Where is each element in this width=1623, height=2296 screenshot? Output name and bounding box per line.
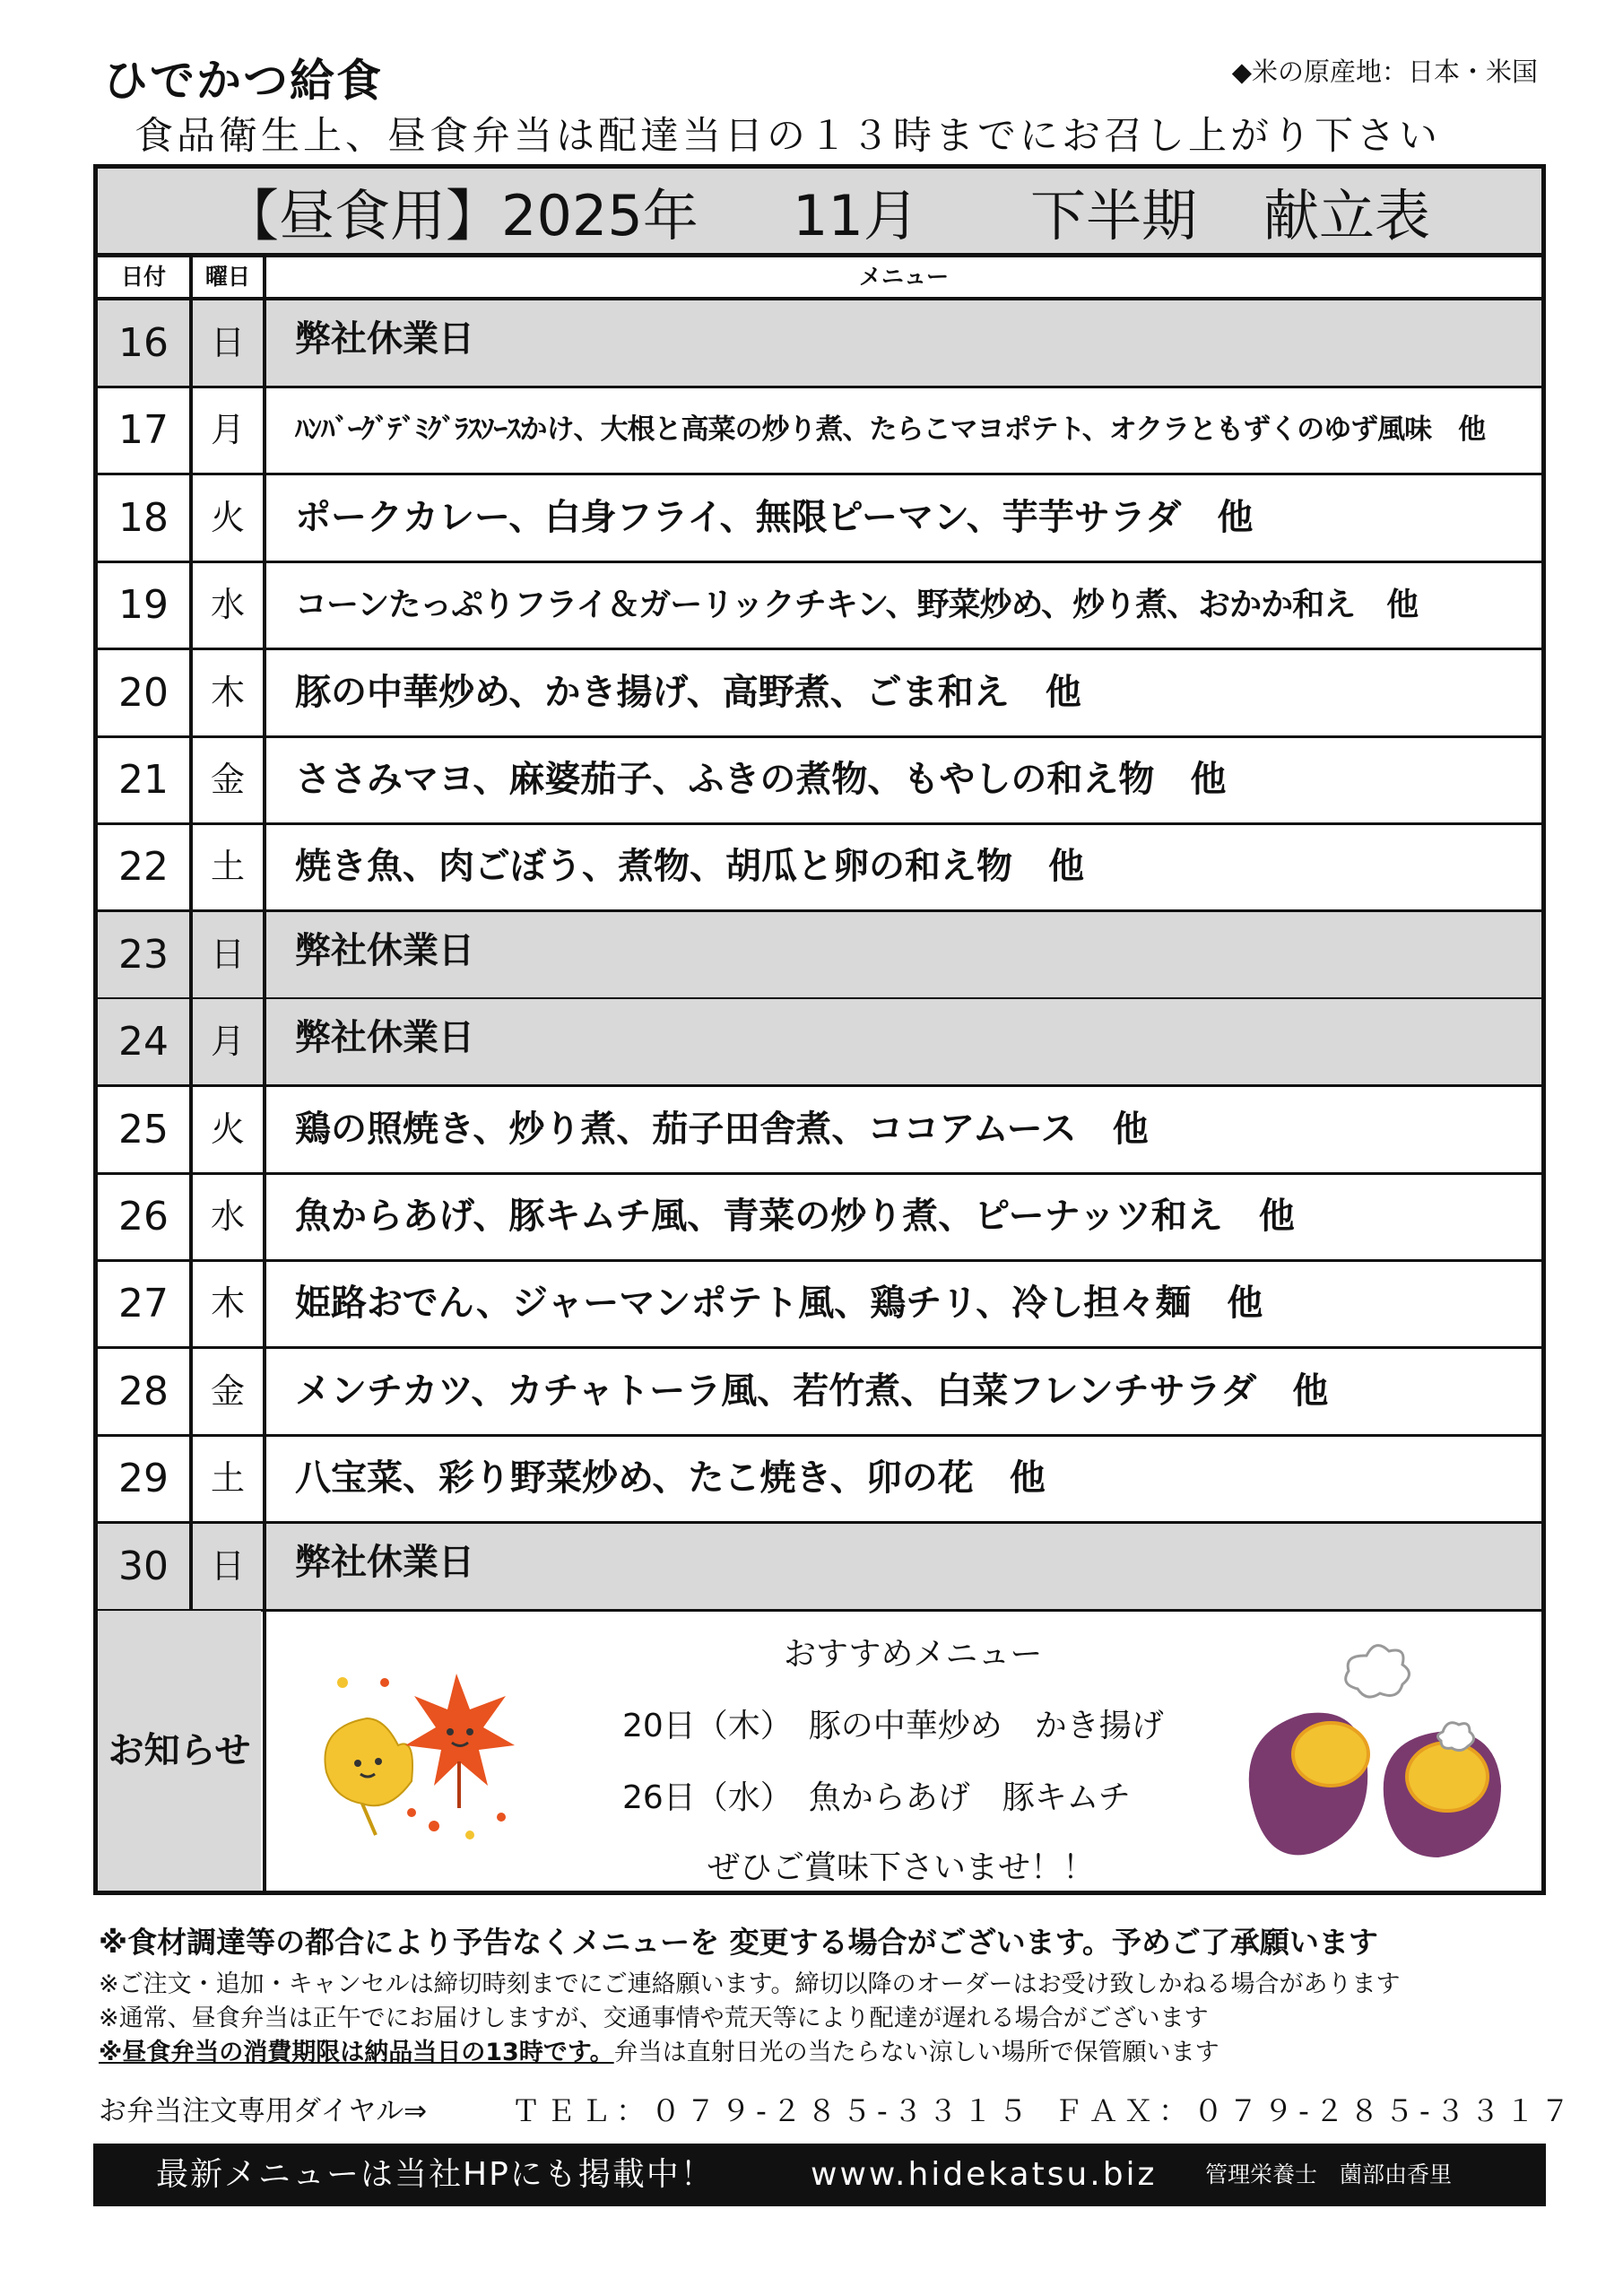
row-weekday: 木 bbox=[210, 1283, 245, 1324]
row-weekday: 水 bbox=[210, 1196, 245, 1236]
remark-order: ※ご注文・追加・キャンセルは締切時刻までにご連絡願います。締切以降のオーダーはお受け致しかねる場合があります bbox=[99, 1970, 1401, 1998]
remark-expiry-rest: 弁当は直射日光の当たらない涼しい場所で保管願います bbox=[613, 2039, 1219, 2066]
row-weekday: 日 bbox=[210, 934, 245, 974]
menu-row bbox=[98, 1087, 1541, 1175]
row-weekday: 水 bbox=[210, 585, 245, 625]
row-date: 25 bbox=[118, 1106, 169, 1152]
row-date: 23 bbox=[118, 931, 169, 978]
row-date: 26 bbox=[118, 1194, 169, 1239]
row-weekday: 月 bbox=[210, 410, 245, 450]
menu-row bbox=[98, 1524, 1541, 1612]
row-date: 19 bbox=[118, 582, 169, 629]
row-weekday: 日 bbox=[210, 323, 245, 362]
sweet-potato-icon bbox=[1232, 1633, 1510, 1875]
title-period: 下半期 bbox=[1030, 182, 1198, 248]
info-section bbox=[98, 1611, 1541, 1891]
menu-row bbox=[98, 824, 1541, 912]
row-menu: 豚の中華炒め、かき揚げ、高野煮、ごま和え 他 bbox=[295, 671, 1081, 713]
rice-origin: ◆米の原産地：日本・米国 bbox=[1231, 57, 1538, 87]
col-weekday: 曜日 bbox=[204, 264, 250, 290]
row-date: 20 bbox=[118, 669, 169, 716]
row-date: 18 bbox=[118, 494, 169, 541]
menu-row bbox=[98, 912, 1541, 1000]
menu-row bbox=[98, 300, 1541, 388]
row-menu: コーンたっぷりフライ＆ガーリックチキン、野菜炒め、炒り煮、おかか和え 他 bbox=[295, 587, 1419, 624]
title-label: 【昼食用】2025年 bbox=[223, 182, 699, 248]
recommend-heading: おすすめメニュー bbox=[784, 1636, 1043, 1673]
row-menu: 魚からあげ、豚キムチ風、青菜の炒り煮、ピーナッツ和え 他 bbox=[295, 1196, 1295, 1237]
menu-row bbox=[98, 1349, 1541, 1437]
row-menu: 焼き魚、肉ごぼう、煮物、胡瓜と卵の和え物 他 bbox=[295, 846, 1084, 888]
menu-row bbox=[98, 1174, 1541, 1262]
row-date: 17 bbox=[118, 407, 169, 454]
remark-change-notice: ※食材調達等の都合により予告なくメニューを 変更する場合がございます。予めご了承願います bbox=[99, 1925, 1378, 1960]
column-header bbox=[98, 257, 1541, 300]
footer-dietitian: 管理栄養士 薗部由香里 bbox=[1205, 2161, 1453, 2187]
row-menu: 鶏の照焼き、炒り煮、茄子田舎煮、ココアムース 他 bbox=[295, 1108, 1149, 1150]
footer-bar bbox=[93, 2144, 1546, 2206]
recommend-line-3: ぜひご賞味下さいませ！！ bbox=[707, 1849, 1096, 1886]
menu-row bbox=[98, 1436, 1541, 1524]
row-menu: 姫路おでん、ジャーマンポテト風、鶏チリ、冷し担々麺 他 bbox=[295, 1283, 1263, 1325]
holiday-text: 弊社休業日 bbox=[295, 1017, 474, 1059]
holiday-text: 弊社休業日 bbox=[295, 318, 474, 360]
remark-expiry bbox=[99, 2032, 1219, 2067]
fax-number: ＦＡＸ：０７９-２８５-３３１７ bbox=[1054, 2093, 1575, 2128]
row-date: 21 bbox=[118, 757, 169, 803]
title-name: 献立表 bbox=[1263, 182, 1431, 248]
food-safety-notice: 食品衛生上、昼食弁当は配達当日の１３時までにお召し上がり下さい bbox=[135, 114, 1441, 159]
row-date: 29 bbox=[118, 1456, 169, 1502]
divider bbox=[189, 257, 193, 1611]
phone-number[interactable]: ＴＥＬ：０７９-２８５-３３１５ bbox=[511, 2093, 1033, 2128]
title-bar bbox=[98, 169, 1541, 257]
remark-delivery: ※通常、昼食弁当は正午でにお届けしますが、交通事情や荒天等により配達が遅れる場合がございます bbox=[99, 2005, 1209, 2032]
title-month: 11月 bbox=[793, 182, 919, 248]
row-weekday: 火 bbox=[210, 497, 245, 537]
row-weekday: 金 bbox=[210, 1370, 245, 1411]
row-menu: ポークカレー、白身フライ、無限ピーマン、芋芋サラダ 他 bbox=[295, 496, 1254, 538]
row-weekday: 日 bbox=[210, 1545, 245, 1586]
holiday-text: 弊社休業日 bbox=[295, 929, 474, 971]
menu-row bbox=[98, 1261, 1541, 1349]
row-menu: ﾊﾝﾊﾞｰｸﾞﾃﾞﾐｸﾞﾗｽｿｰｽかけ、大根と高菜の炒り煮、たらこマヨポテト、オクラともずくのゆず風味 他 bbox=[295, 413, 1486, 447]
menu-table bbox=[93, 164, 1546, 1895]
footer-url-link[interactable]: www.hidekatsu.biz bbox=[811, 2156, 1158, 2193]
info-label: お知らせ bbox=[98, 1611, 261, 1891]
menu-row bbox=[98, 737, 1541, 825]
row-weekday: 土 bbox=[210, 847, 245, 887]
autumn-leaves-icon bbox=[299, 1656, 524, 1853]
recommend-line-1: 20日（木） 豚の中華炒め かき揚げ bbox=[622, 1708, 1164, 1744]
dial-label: お弁当注文専用ダイヤル⇒ bbox=[99, 2095, 428, 2127]
footer-hp-text: 最新メニューは当社HPにも掲載中！ bbox=[156, 2156, 715, 2193]
row-menu: ささみマヨ、麻婆茄子、ふきの煮物、もやしの和え物 他 bbox=[295, 759, 1227, 800]
row-date: 22 bbox=[118, 844, 169, 891]
row-menu: メンチカツ、カチャトーラ風、若竹煮、白菜フレンチサラダ 他 bbox=[295, 1370, 1329, 1412]
menu-row bbox=[98, 650, 1541, 738]
col-menu: メニュー bbox=[858, 264, 949, 290]
holiday-text: 弊社休業日 bbox=[295, 1541, 474, 1583]
row-weekday: 木 bbox=[210, 672, 245, 712]
row-date: 28 bbox=[118, 1368, 169, 1414]
row-menu: 八宝菜、彩り野菜炒め、たこ焼き、卯の花 他 bbox=[295, 1457, 1046, 1500]
row-date: 16 bbox=[118, 320, 169, 366]
menu-row bbox=[98, 387, 1541, 475]
brand-name: ひでかつ給食 bbox=[103, 55, 383, 107]
row-weekday: 月 bbox=[210, 1022, 245, 1062]
row-date: 30 bbox=[118, 1543, 169, 1589]
row-weekday: 金 bbox=[210, 760, 245, 799]
menu-row bbox=[98, 475, 1541, 563]
menu-row bbox=[98, 562, 1541, 650]
row-date: 24 bbox=[118, 1019, 169, 1065]
remark-expiry-bold: ※昼食弁当の消費期限は納品当日の13時です。 bbox=[99, 2039, 614, 2066]
row-weekday: 土 bbox=[210, 1458, 245, 1499]
menu-row bbox=[98, 999, 1541, 1087]
row-weekday: 火 bbox=[210, 1109, 245, 1149]
row-date: 27 bbox=[118, 1281, 169, 1327]
recommend-line-2: 26日（水） 魚からあげ 豚キムチ bbox=[622, 1779, 1131, 1816]
col-date: 日付 bbox=[120, 264, 166, 290]
